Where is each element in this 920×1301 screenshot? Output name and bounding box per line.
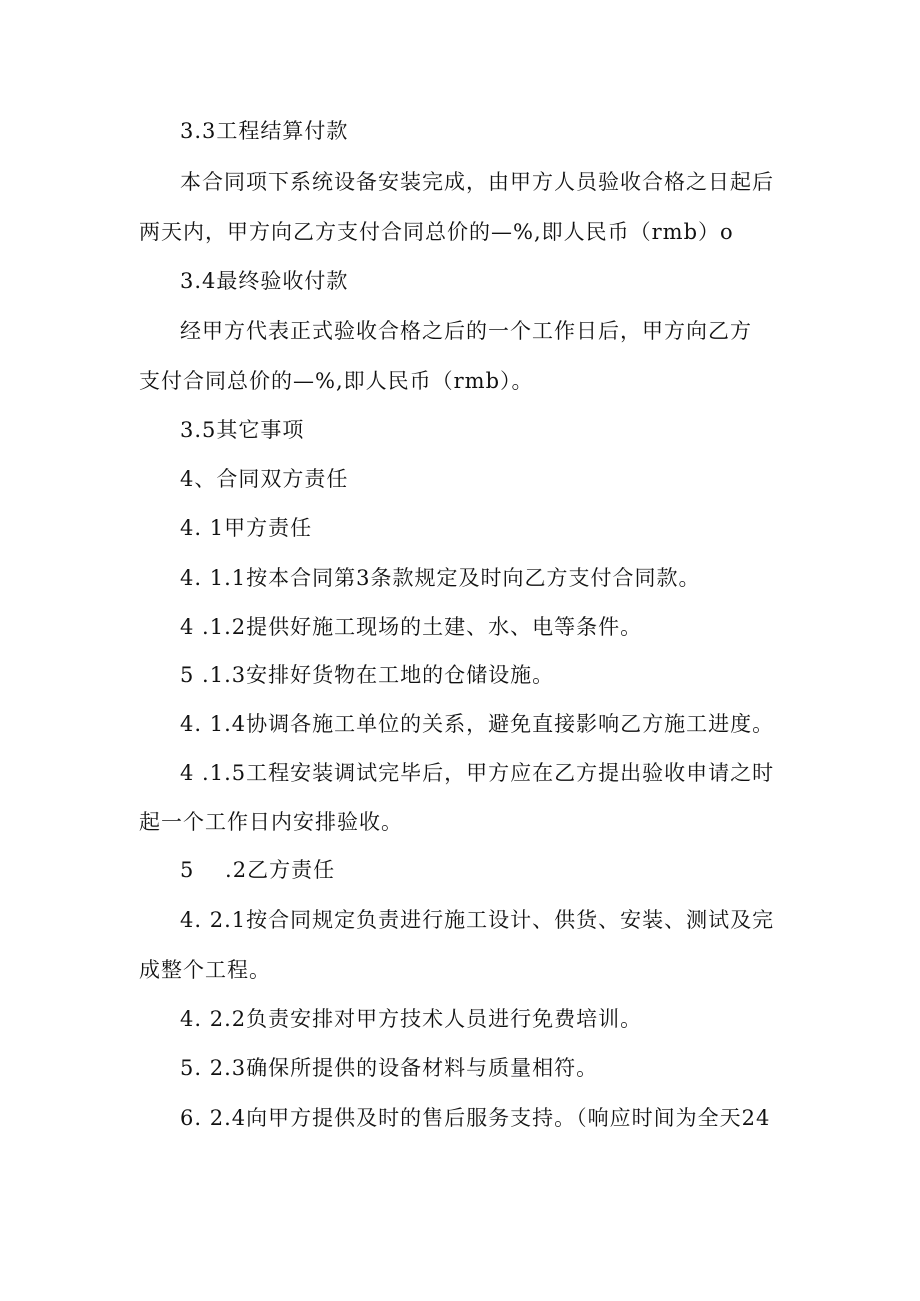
clause-line: 4. 2.1按合同规定负责进行施工设计、供货、安装、测试及完	[180, 908, 775, 932]
clause-line: 4 .1.2提供好施工现场的土建、水、电等条件。	[180, 615, 643, 639]
paragraph-line: 经甲方代表正式验收合格之后的一个工作日后，甲方向乙方	[180, 319, 752, 343]
clause-line: 起一个工作日内安排验收。	[139, 810, 403, 834]
paragraph-line: 本合同项下系统设备安装完成，由甲方人员验收合格之日起后	[180, 170, 774, 194]
paragraph-line: 两天内，甲方向乙方支付合同总价的—%,即人民币（rmb）o	[139, 220, 734, 244]
clause-line: 4. 1.4协调各施工单位的关系，避免直接影响乙方施工进度。	[180, 712, 775, 736]
clause-line: 4. 1.1按本合同第3条款规定及时向乙方支付合同款。	[180, 566, 701, 590]
heading-3-4: 3.4最终验收付款	[180, 269, 349, 293]
heading-4: 4、合同双方责任	[180, 467, 349, 491]
clause-line: 成整个工程。	[139, 958, 271, 982]
clause-line: 5. 2.3确保所提供的设备材料与质量相符。	[180, 1056, 599, 1080]
heading-4-1: 4. 1甲方责任	[180, 516, 313, 540]
clause-line: 5 .1.3安排好货物在工地的仓储设施。	[180, 663, 555, 687]
heading-3-3: 3.3工程结算付款	[180, 119, 349, 143]
heading-3-5: 3.5其它事项	[180, 418, 305, 442]
clause-line: 6. 2.4向甲方提供及时的售后服务支持。（响应时间为全天24	[180, 1106, 771, 1130]
clause-line: 4. 2.2负责安排对甲方技术人员进行免费培训。	[180, 1007, 643, 1031]
clause-line: 4 .1.5工程安装调试完毕后，甲方应在乙方提出验收申请之时	[180, 761, 775, 785]
paragraph-line: 支付合同总价的—%,即人民币（rmb）。	[139, 369, 534, 393]
heading-4-2: 5 .2乙方责任	[180, 858, 336, 882]
